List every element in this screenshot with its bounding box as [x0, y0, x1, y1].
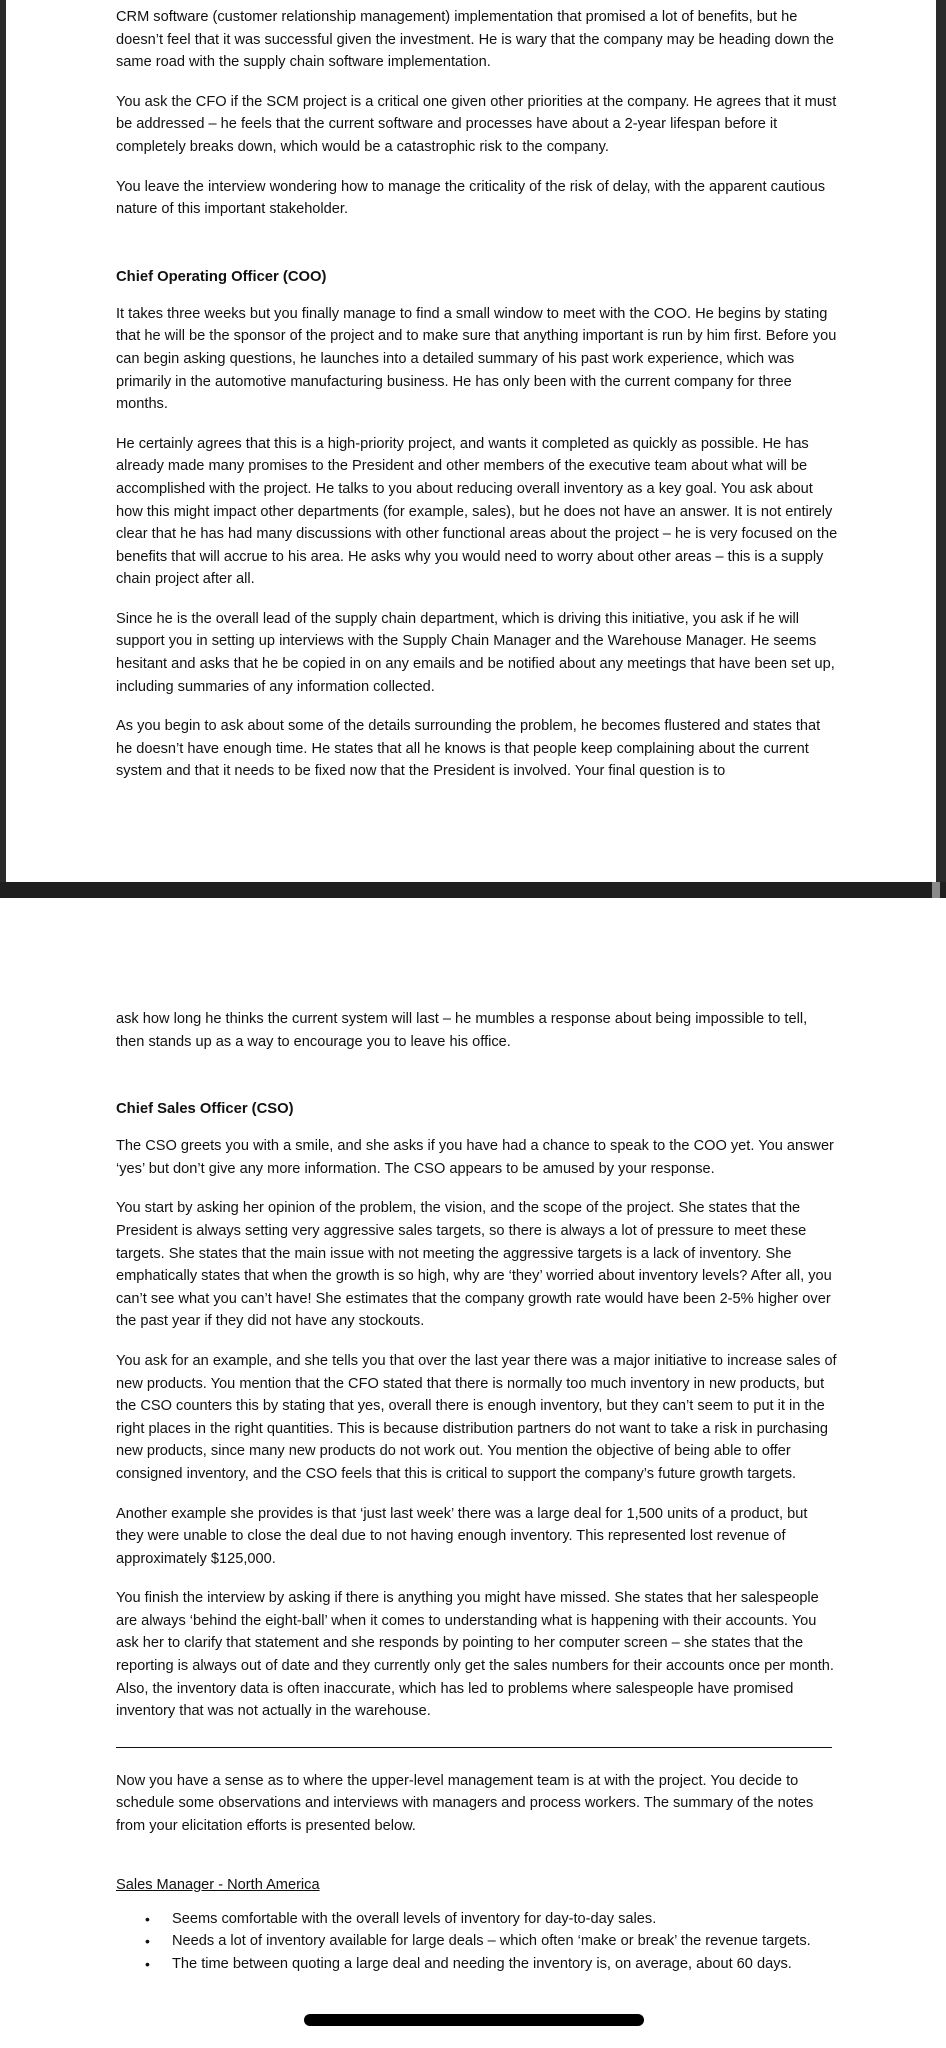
paragraph-cso-5: You finish the interview by asking if there is anything you might have missed. She states that her salespeople are always ‘behind the eight-ball’ when it comes to understanding what is happening with their accounts. You ask her to clarify that statement and she responds by pointing to her computer screen – she states that the reporting is always out of date and they currently only get the sales numbers for their accounts once per month. Also, the inventory data is often inaccurate, which has led to problems where salespeople have promised inventory that was not actually in the warehouse.	[116, 1590, 834, 1720]
paragraph-coo-3: Since he is the overall lead of the supply chain department, which is driving this initiative, you ask if he will support you in setting up interviews with the Supply Chain Manager and the Warehouse Manager. He seems hesitant and asks that he be copied in on any emails and be notified about any meetings that have been set up, including summaries of any information collected.	[116, 610, 835, 695]
page2-content	[116, 1008, 838, 1975]
paragraph-coo-4: As you begin to ask about some of the details surrounding the problem, he becomes flustered and states that he doesn’t have enough time. He states that all he knows is that people keep complaining about the current system and that it needs to be fixed now that the President is involved. Your final question is to	[116, 718, 821, 780]
list-item: • Seems comfortable with the overall levels of inventory for day-to-day sales.	[172, 1908, 838, 1931]
paragraph-now: Now you have a sense as to where the upper-level management team is at with the project. You decide to schedule some observations and interviews with managers and process workers. The summary of the notes from your elicitation efforts is presented below.	[116, 1772, 814, 1835]
paragraph-coo-1: It takes three weeks but you finally manage to find a small window to meet with the COO. He begins by stating that he will be the sponsor of the project and to make sure that anything important is run by him first. Before you can begin asking questions, he launches into a detailed summary of his past work experience, which was primarily in the automotive manufacturing business. He has only been with the current company for three months.	[116, 305, 837, 413]
heading-coo: Chief Operating Officer (COO)	[116, 268, 327, 285]
paragraph-cso-3: You ask for an example, and she tells you that over the last year there was a major initiative to increase sales of new products. You mention that the CFO stated that there is normally too much inventory in new products, but the CSO counters this by stating that yes, overall there is enough inventory, but they can’t seem to put it in the right places in the right quantities. This is because distribution partners do not want to take a risk in purchasing new products, since many new products do not work out. You mention the objective of being able to offer consigned inventory, and the CSO feels that this is critical to support the company’s future growth targets.	[116, 1352, 837, 1482]
document-page-1	[6, 0, 936, 882]
horizontal-rule	[116, 1747, 832, 1748]
home-indicator[interactable]	[304, 2014, 644, 2026]
paragraph-coo-continued: ask how long he thinks the current system will last – he mumbles a response about being impossible to tell, then stands up as a way to encourage you to leave his office.	[116, 1011, 808, 1050]
document-page-2	[6, 898, 936, 2048]
page-right-edge	[936, 0, 946, 882]
list-item: • Needs a lot of inventory available for large deals – which often ‘make or break’ the revenue targets.	[172, 1930, 838, 1953]
paragraph-leave-interview: You leave the interview wondering how to manage the criticality of the risk of delay, with the apparent cautious nature of this important stakeholder.	[116, 178, 826, 218]
sales-manager-list	[116, 1908, 838, 1976]
page1-content	[116, 6, 838, 783]
paragraph-crm: CRM software (customer relationship management) implementation that promised a lot of benefits, but he doesn’t feel that it was successful given the investment. He is wary that the company may be heading down the same road with the supply chain software implementation.	[116, 9, 834, 71]
heading-sales-manager: Sales Manager - North America	[116, 1876, 320, 1893]
list-item: • The time between quoting a large deal and needing the inventory is, on average, about 60 days.	[172, 1953, 838, 1976]
paragraph-cfo-scm: You ask the CFO if the SCM project is a critical one given other priorities at the company. He agrees that it must be addressed – he feels that the current software and processes have about a 2-year lifespan before it completely breaks down, which would be a catastrophic risk to the company.	[116, 93, 837, 155]
scroll-marker	[932, 882, 940, 898]
paragraph-coo-2: He certainly agrees that this is a high-priority project, and wants it completed as quickly as possible. He has already made many promises to the President and other members of the executive team about what will be accomplished with the project. He talks to you about reducing overall inventory as a key goal. You ask about how this might impact other departments (for example, sales), but he does not have an answer. It is not entirely clear that he has had many discussions with other functional areas about the project – he is very focused on the benefits that will accrue to his area. He asks why you would need to worry about other areas – this is a supply chain project after all.	[116, 435, 838, 588]
paragraph-cso-4: Another example she provides is that ‘just last week’ there was a large deal for 1,500 units of a product, but they were unable to close the deal due to not having enough inventory. This represented lost revenue of approximately $125,000.	[116, 1505, 808, 1567]
paragraph-cso-1: The CSO greets you with a smile, and she asks if you have had a chance to speak to the COO yet. You answer ‘yes’ but don’t give any more information. The CSO appears to be amused by your response.	[116, 1138, 834, 1177]
heading-cso: Chief Sales Officer (CSO)	[116, 1101, 294, 1118]
page-separator	[0, 882, 946, 898]
paragraph-cso-2: You start by asking her opinion of the problem, the vision, and the scope of the project. She states that the President is always setting very aggressive sales targets, so there is always a lot of pressure to meet these targets. She states that the main issue with not meeting the aggressive targets is a lack of inventory. She emphatically states that when the growth is so high, why are ‘they’ worried about inventory levels? After all, you can’t see what you can’t have! She estimates that the company growth rate would have been 2-5% higher over the past year if they did not have any stockouts.	[116, 1200, 832, 1330]
